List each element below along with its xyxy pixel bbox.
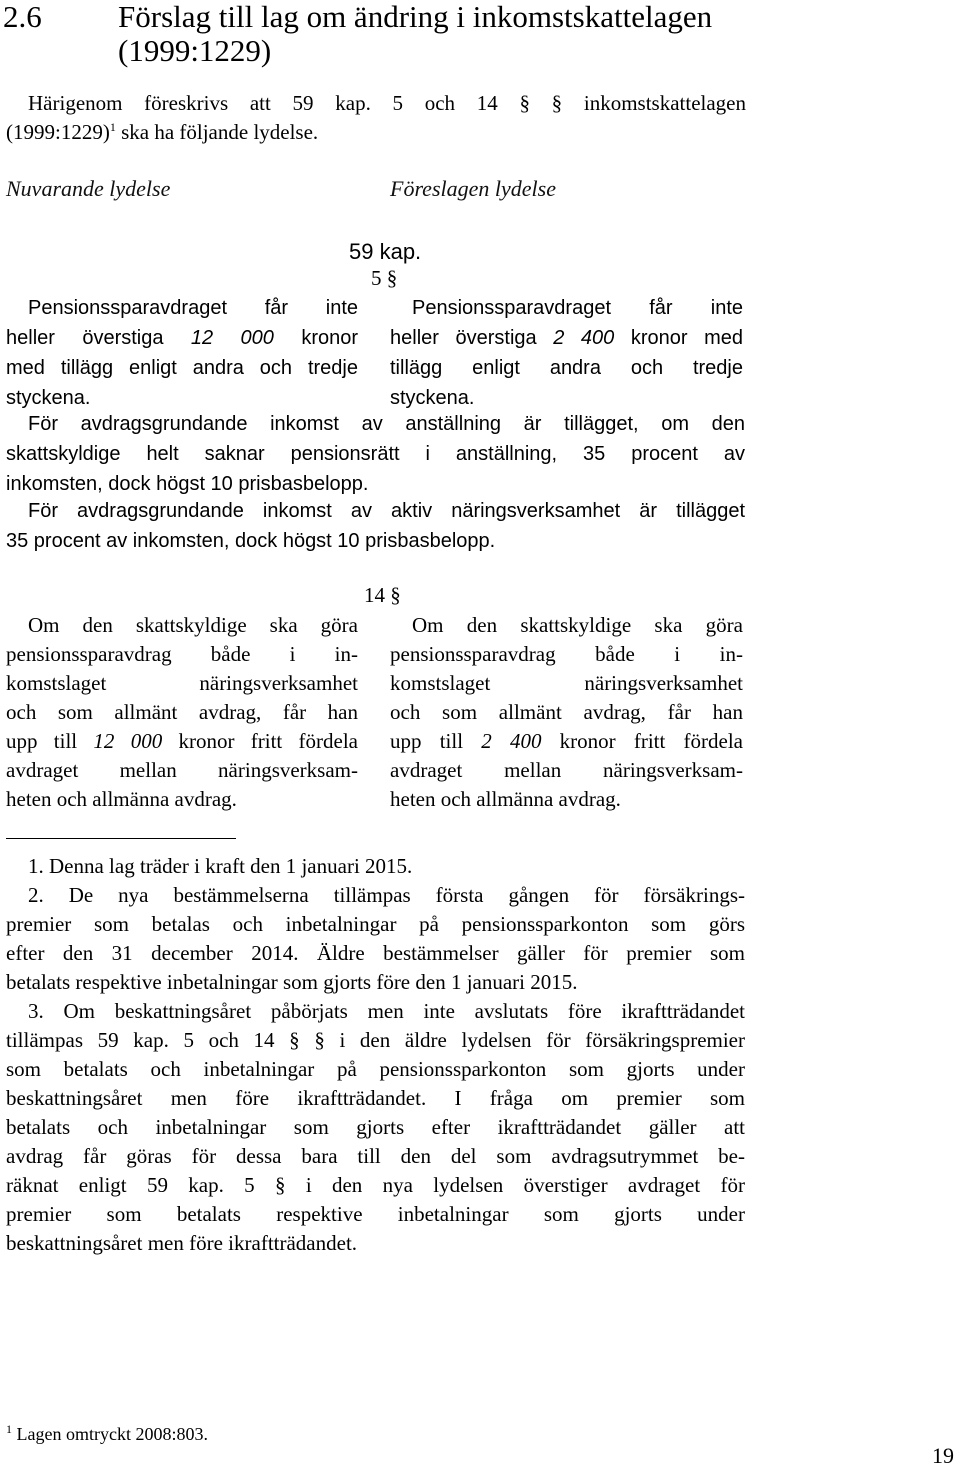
transitional-provisions (6, 852, 745, 1258)
para5-common-paragraph-1: För avdragsgrundande inkomst av anställning är tillägget, om den skattskyldige helt saknar pensionsrätt i anställning, 35 procent av inkomsten, dock högst 10 prisbasbelopp. (6, 413, 745, 495)
footnote-text: Lagen omtryckt 2008:803. (16, 1424, 208, 1444)
amount-proposed: 2 400 (553, 327, 615, 349)
para5-current-line-4: styckena. (6, 387, 91, 409)
paragraph-14-heading: 14 § (364, 583, 401, 607)
para5-proposed-line-2: heller överstiga 2 400 kronor med (390, 327, 743, 349)
amount-proposed-14: 2 400 (481, 729, 542, 753)
para14-current-text: Om den skattskyldige ska göra pensionssparavdrag både i in- komstslaget näringsverksamhet och som allmänt avdrag, får han upp till 12 000 kronor fritt fördela avdraget mellan näringsverksam- heten och allmänna avdrag. (6, 613, 358, 811)
para5-common-paragraph-2: För avdragsgrundande inkomst av aktiv näringsverksamhet är tillägget 35 procent av inkomsten, dock högst 10 prisbasbelopp. (6, 500, 745, 552)
para5-proposed-line-1: Pensionssparavdraget får inte (412, 297, 743, 319)
footnote-ref: 1 (109, 120, 116, 134)
paragraph-5-heading: 5 § (371, 266, 398, 290)
para14-proposed-text: Om den skattskyldige ska göra pensionssparavdrag både i in- komstslaget näringsverksamhet och som allmänt avdrag, får han upp till 2 400 kronor fritt fördela avdraget mellan näringsverksam- heten och allmänna avdrag. (390, 613, 743, 811)
chapter-heading: 59 kap. (349, 239, 422, 264)
transitional-item-1: 1. Denna lag träder i kraft den 1 januari 2015. (28, 854, 413, 878)
para5-current-line-1: Pensionssparavdraget får inte (28, 297, 358, 319)
footnote (6, 1422, 208, 1446)
transitional-divider (6, 838, 236, 839)
intro-paragraph (6, 89, 746, 147)
para5-proposed-line-3: tillägg enligt andra och tredje (390, 357, 743, 379)
footnote-marker: 1 (6, 1422, 12, 1436)
section-title (118, 0, 818, 68)
para5-current-line-2: heller överstiga 12 000 kronor (6, 327, 359, 349)
para5-current-text (6, 293, 358, 413)
column-header-current: Nuvarande lydelse (6, 176, 171, 201)
section-number: 2.6 (3, 0, 42, 34)
intro-line-1: Härigenom föreskrivs att 59 kap. 5 och 14 § § inkomstskattelagen (28, 91, 746, 115)
para5-proposed-text (390, 293, 743, 413)
section-title-line-1: Förslag till lag om ändring i inkomstskattelagen (118, 0, 713, 34)
section-title-line-2: (1999:1229) (118, 33, 272, 68)
para5-current-line-3: med tillägg enligt andra och tredje (6, 357, 358, 379)
page-number: 19 (932, 1443, 954, 1468)
intro-line-2: (1999:1229)$^1$ ska ha följande lydelse. (6, 120, 319, 144)
amount-current-14: 12 000 (93, 729, 163, 753)
column-header-proposed: Föreslagen lydelse (390, 176, 556, 201)
amount-current: 12 000 (190, 327, 274, 349)
transitional-item-3: 3. Om beskattningsåret påbörjats men inte avslutats före ikraftträdandet tillämpas 59 kap. 5 och 14 § § i den äldre lydelsen för försäkringspremier som betalats och inbetalningar på pensionssparkonton som gjorts under beskattningsåret men före ikraftträdandet. I fråga om premier som betalats och inbetalningar som gjorts efter ikraftträdandet gäller att avdrag får göras för dessa bara till den del som avdragsutrymmet be- räknat enligt 59 kap. 5 § i den nya lydelsen överstiger avdraget för premier som betalats respektive inbetalningar som gjorts under beskattningsåret men före ikraftträdandet. (6, 999, 745, 1255)
transitional-item-2: 2. De nya bestämmelserna tillämpas första gången för försäkrings- premier som betalas och inbetalningar på pensionssparkonton som görs efter den 31 december 2014. Äldre bestämmelser gäller för premier som betalats respektive inbetalningar som gjorts före den 1 januari 2015. (6, 883, 745, 994)
para5-proposed-line-4: styckena. (390, 387, 475, 409)
